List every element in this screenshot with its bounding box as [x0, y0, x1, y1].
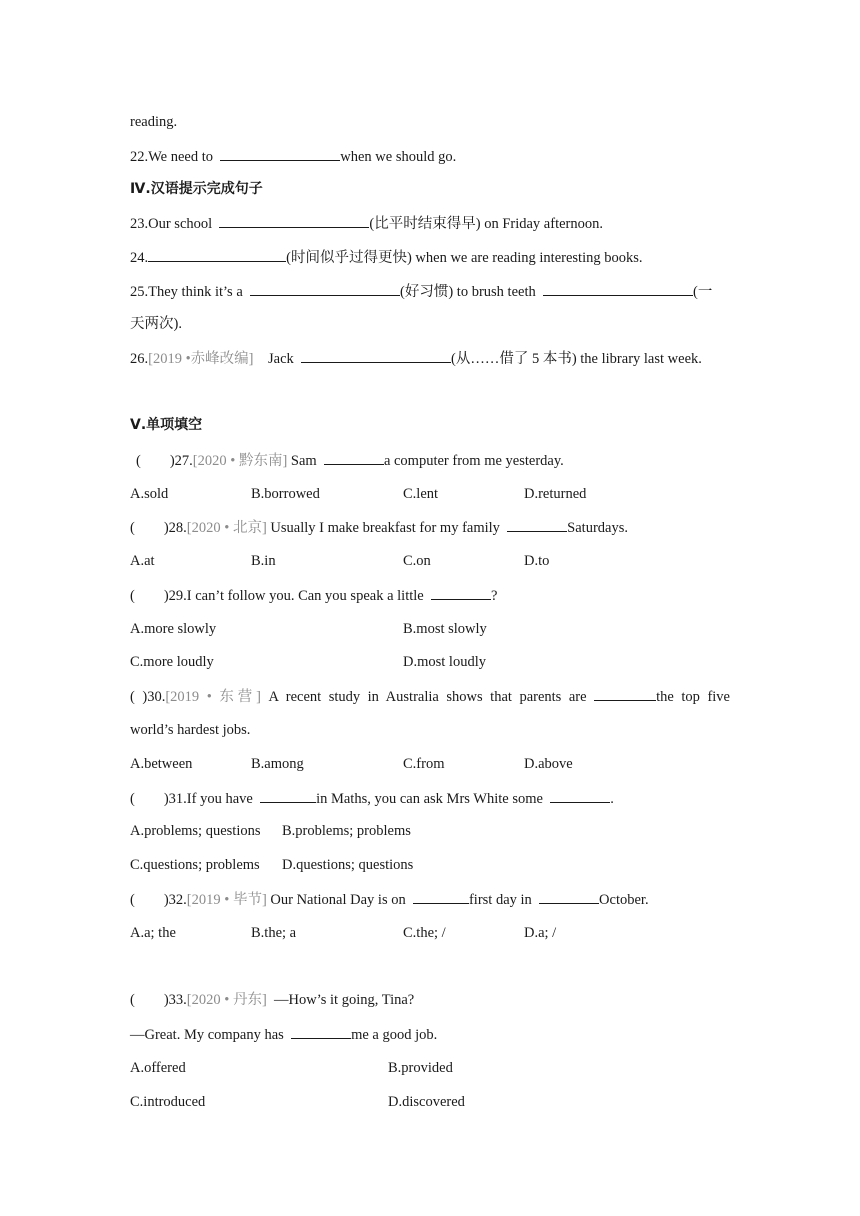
answer-blank[interactable] — [431, 585, 491, 600]
answer-blank[interactable] — [220, 146, 340, 161]
answer-blank[interactable] — [507, 517, 567, 532]
q23-prefix: 23.Our school — [130, 216, 213, 232]
option-a[interactable]: A.problems; questions — [130, 823, 261, 839]
q30-prefix: A recent study in Australia shows that parents are — [260, 689, 587, 705]
option-a[interactable]: A.offered — [130, 1060, 186, 1076]
q24-suffix: (时间似乎过得更快) when we are reading interesting books. — [286, 250, 643, 266]
option-d[interactable]: D.a; / — [524, 925, 557, 941]
option-d[interactable]: D.most loudly — [403, 654, 486, 670]
section-heading-4: Ⅳ.汉语提示完成句子 — [130, 181, 263, 197]
source-tag: [2020 • 北京] — [186, 520, 267, 536]
answer-blank[interactable] — [260, 788, 316, 803]
option-a[interactable]: A.a; the — [130, 925, 176, 941]
q26-prefix: Jack — [267, 351, 294, 367]
answer-paren[interactable]: ( )31. — [130, 791, 187, 807]
question-27 — [136, 450, 564, 471]
option-c[interactable]: C.introduced — [130, 1094, 206, 1110]
q30-suffix: the top five — [656, 689, 730, 705]
option-a[interactable]: A.at — [130, 553, 155, 569]
q33-line2-suffix: me a good job. — [351, 1027, 438, 1043]
q23-suffix: (比平时结束得早) on Friday afternoon. — [369, 216, 603, 232]
option-d[interactable]: D.to — [524, 553, 550, 569]
q26-number: 26. — [130, 351, 149, 367]
question-33 — [130, 990, 414, 1010]
q28-prefix: Usually I make breakfast for my family — [266, 520, 500, 536]
source-tag: [2020 • 丹东] — [186, 992, 267, 1008]
option-b[interactable]: B.the; a — [251, 925, 297, 941]
q32-suffix: October. — [599, 892, 649, 908]
answer-blank[interactable] — [301, 348, 451, 363]
question-31 — [130, 788, 614, 809]
q32-prefix: Our National Day is on — [266, 892, 406, 908]
question-30-continuation: world’s hardest jobs. — [130, 722, 251, 738]
q31-middle: in Maths, you can ask Mrs White some — [316, 791, 543, 807]
question-32 — [130, 889, 649, 910]
option-d[interactable]: D.returned — [524, 486, 587, 502]
q28-suffix: Saturdays. — [567, 520, 628, 536]
answer-blank[interactable] — [550, 788, 610, 803]
q29-prefix: I can’t follow you. Can you speak a little — [186, 588, 424, 604]
question-33-line-2 — [130, 1024, 437, 1045]
option-c[interactable]: C.more loudly — [130, 654, 214, 670]
question-23 — [130, 213, 603, 234]
q25-suffix: (一 — [692, 284, 713, 300]
answer-blank[interactable] — [413, 889, 469, 904]
q22-suffix: when we should go. — [340, 149, 457, 165]
q32-middle: first day in — [468, 892, 532, 908]
section-heading-5: Ⅴ.单项填空 — [130, 417, 203, 433]
q25-middle: (好习惯) to brush teeth — [400, 284, 536, 300]
option-a[interactable]: A.more slowly — [130, 621, 217, 637]
q31-prefix: If you have — [186, 791, 253, 807]
option-d[interactable]: D.discovered — [388, 1094, 465, 1110]
source-tag: [2019 • 东营] — [165, 689, 261, 705]
q29-suffix: ? — [490, 588, 498, 604]
question-24 — [130, 247, 643, 268]
option-b[interactable]: B.most slowly — [403, 621, 487, 637]
answer-paren[interactable]: ( )28. — [130, 520, 187, 536]
question-30 — [130, 686, 730, 707]
option-c[interactable]: C.on — [403, 553, 431, 569]
question-26 — [130, 348, 702, 369]
question-28 — [130, 517, 628, 538]
question-25-continuation: 天两次). — [130, 316, 182, 332]
q33-prefix: —How’s it going, Tina? — [266, 992, 415, 1008]
answer-blank[interactable] — [250, 281, 400, 296]
answer-blank[interactable] — [594, 686, 656, 701]
q33-line2-prefix: —Great. My company has — [130, 1027, 284, 1043]
answer-blank[interactable] — [543, 281, 693, 296]
answer-paren[interactable]: ( )30. — [130, 689, 166, 705]
option-c[interactable]: C.the; / — [403, 925, 446, 941]
question-29 — [130, 585, 497, 606]
option-b[interactable]: B.in — [251, 553, 276, 569]
option-a[interactable]: A.sold — [130, 486, 169, 502]
question-25 — [130, 281, 712, 302]
answer-paren[interactable]: ( )32. — [130, 892, 187, 908]
answer-paren[interactable]: ( )33. — [130, 992, 187, 1008]
option-d[interactable]: D.above — [524, 756, 573, 772]
option-b[interactable]: B.borrowed — [251, 486, 320, 502]
source-tag: [2019 • 毕节] — [186, 892, 267, 908]
answer-paren[interactable]: ( )27. — [136, 453, 193, 469]
answer-blank[interactable] — [291, 1024, 351, 1039]
source-tag: [2019 •赤峰改编] — [148, 351, 254, 367]
question-22 — [130, 146, 456, 167]
option-d[interactable]: D.questions; questions — [282, 857, 414, 873]
q24-prefix: 24. — [130, 250, 149, 266]
option-c[interactable]: C.lent — [403, 486, 439, 502]
answer-blank[interactable] — [148, 247, 286, 262]
option-b[interactable]: B.problems; problems — [282, 823, 411, 839]
option-b[interactable]: B.among — [251, 756, 304, 772]
q22-prefix: 22.We need to — [130, 149, 213, 165]
answer-blank[interactable] — [219, 213, 369, 228]
q25-prefix: 25.They think it’s a — [130, 284, 243, 300]
q26-suffix: (从……借了 5 本书) the library last week. — [451, 351, 702, 367]
answer-blank[interactable] — [539, 889, 599, 904]
option-c[interactable]: C.questions; problems — [130, 857, 260, 873]
source-tag: [2020 • 黔东南] — [192, 453, 288, 469]
q27-suffix: a computer from me yesterday. — [383, 453, 564, 469]
question-21-continuation: reading. — [130, 114, 178, 130]
q31-suffix: . — [610, 791, 614, 807]
answer-blank[interactable] — [324, 450, 384, 465]
option-a[interactable]: A.between — [130, 756, 193, 772]
answer-paren[interactable]: ( )29. — [130, 588, 187, 604]
q27-prefix: Sam — [287, 453, 317, 469]
option-c[interactable]: C.from — [403, 756, 445, 772]
option-b[interactable]: B.provided — [388, 1060, 453, 1076]
